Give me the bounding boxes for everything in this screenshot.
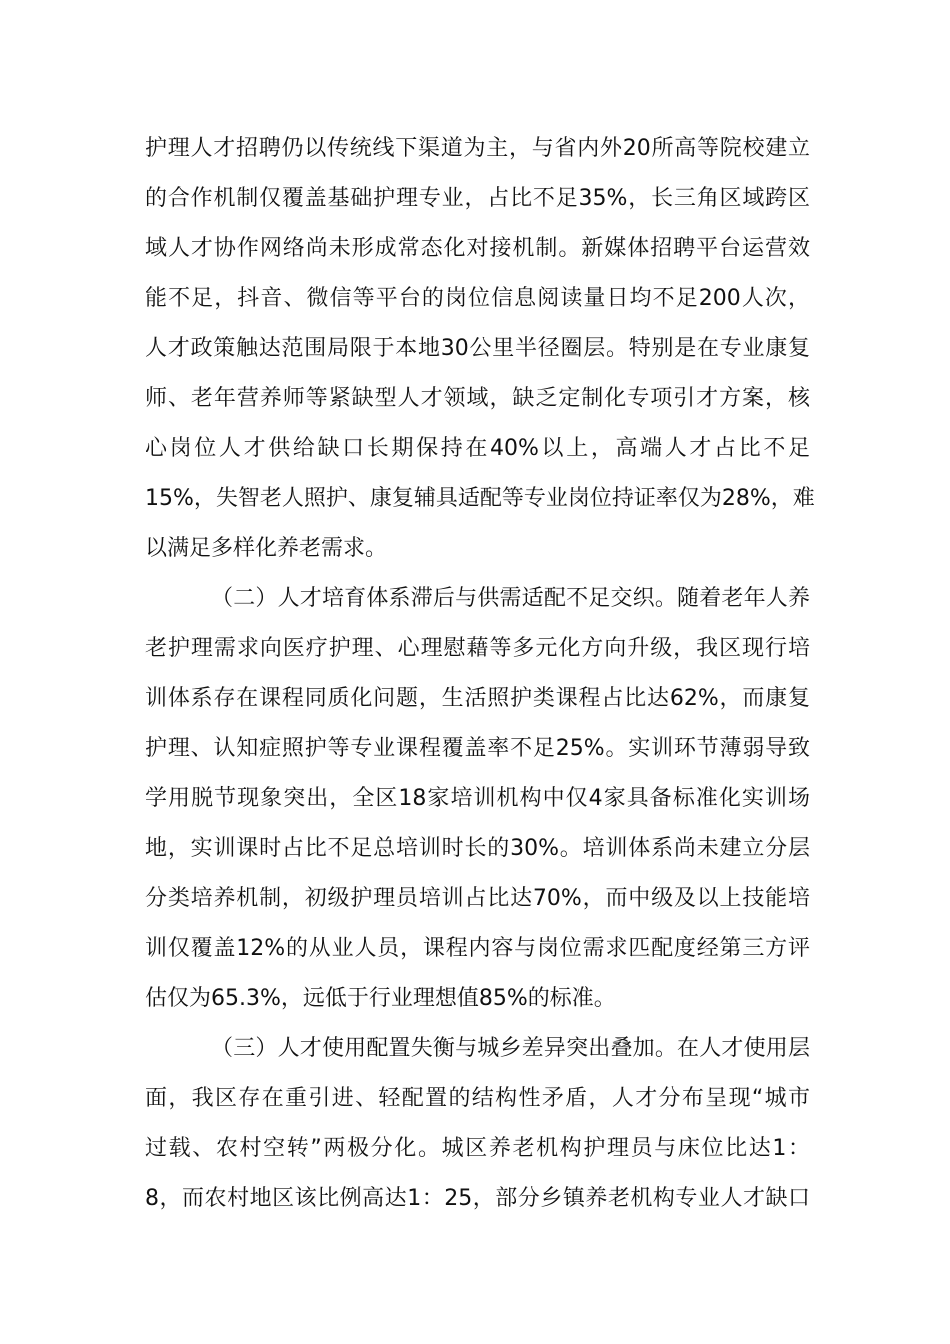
- text-line: 估仅为65.3%，远低于行业理想值85%的标准。: [145, 986, 616, 1011]
- section-heading-line: （三）人才使用配置失衡与城乡差异突出叠加。在人才使用层: [211, 1036, 810, 1061]
- text-line: 面，我区存在重引进、轻配置的结构性矛盾，人才分布呈现“城市: [145, 1086, 810, 1111]
- section-heading-line: （二）人才培育体系滞后与供需适配不足交织。随着老年人养: [211, 586, 810, 611]
- text-line: 能不足，抖音、微信等平台的岗位信息阅读量日均不足200人次，: [145, 286, 810, 311]
- text-line: 训体系存在课程同质化问题，生活照护类课程占比达62%，而康复: [145, 686, 810, 711]
- text-line: 分类培养机制，初级护理员培训占比达70%，而中级及以上技能培: [145, 886, 810, 911]
- text-line: 心岗位人才供给缺口长期保持在40%以上，高端人才占比不足: [145, 436, 810, 461]
- text-line: 域人才协作网络尚未形成常态化对接机制。新媒体招聘平台运营效: [145, 236, 810, 261]
- text-line: 训仅覆盖12%的从业人员，课程内容与岗位需求匹配度经第三方评: [145, 936, 810, 961]
- text-line: 地，实训课时占比不足总培训时长的30%。培训体系尚未建立分层: [145, 836, 810, 861]
- paragraph-3: [145, 1024, 810, 1224]
- text-line: 15%，失智老人照护、康复辅具适配等专业岗位持证率仅为28%，难: [145, 486, 815, 511]
- text-line: 师、老年营养师等紧缺型人才领域，缺乏定制化专项引才方案，核: [145, 386, 810, 411]
- text-line: 以满足多样化养老需求。: [145, 536, 388, 561]
- paragraph-2: [145, 574, 810, 1024]
- text-line: 学用脱节现象突出，全区18家培训机构中仅4家具备标准化实训场: [145, 786, 810, 811]
- text-line: 人才政策触达范围局限于本地30公里半径圈层。特别是在专业康复: [145, 336, 810, 361]
- text-line: 护理人才招聘仍以传统线下渠道为主，与省内外20所高等院校建立: [145, 136, 810, 161]
- text-line: 老护理需求向医疗护理、心理慰藉等多元化方向升级，我区现行培: [145, 636, 810, 661]
- text-line: 过载、农村空转”两极分化。城区养老机构护理员与床位比达1：: [145, 1136, 810, 1161]
- text-line: 8，而农村地区该比例高达1：25，部分乡镇养老机构专业人才缺口: [145, 1186, 810, 1211]
- paragraph-1: [145, 124, 815, 574]
- text-line: 的合作机制仅覆盖基础护理专业，占比不足35%，长三角区域跨区: [145, 186, 810, 211]
- text-line: 护理、认知症照护等专业课程覆盖率不足25%。实训环节薄弱导致: [145, 736, 810, 761]
